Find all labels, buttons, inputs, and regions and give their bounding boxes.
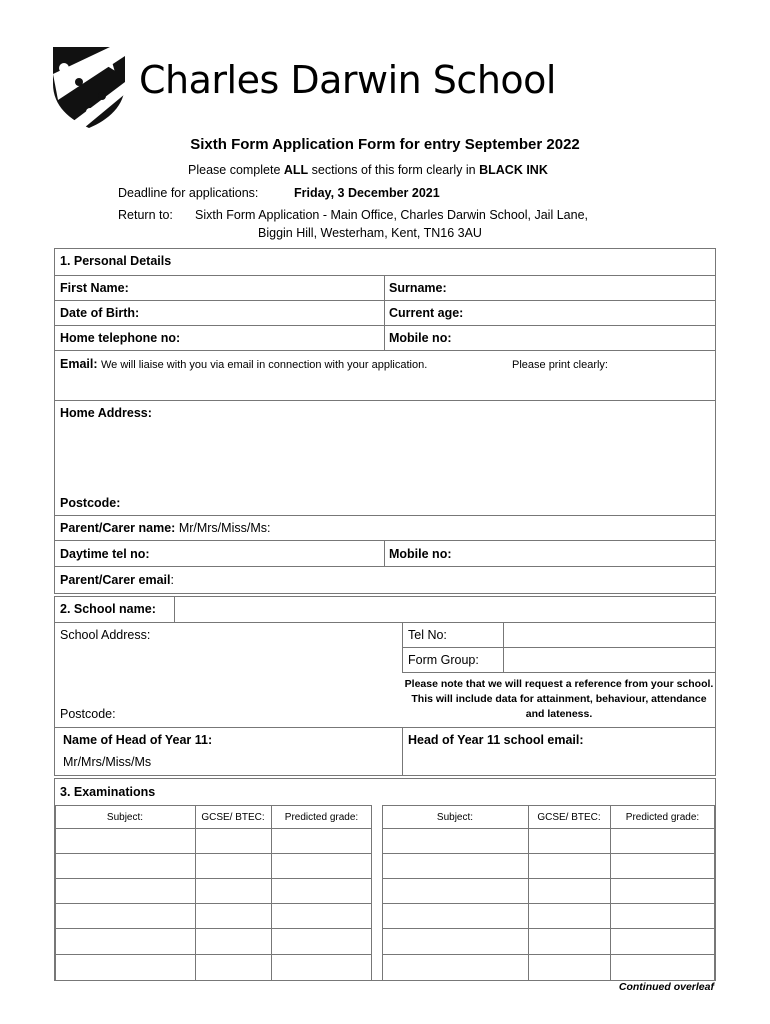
- school-address-field[interactable]: School Address:: [60, 628, 151, 642]
- form-group-input[interactable]: [504, 648, 715, 672]
- current-age-field[interactable]: Current age:: [389, 306, 464, 320]
- form-group-label: Form Group:: [408, 653, 479, 667]
- parent-email-field[interactable]: Parent/Carer email:: [60, 573, 174, 587]
- dob-field[interactable]: Date of Birth:: [60, 306, 140, 320]
- head-of-year-name-field[interactable]: Name of Head of Year 11:: [63, 733, 213, 747]
- return-address-line1: Sixth Form Application - Main Office, Charles Darwin School, Jail Lane,: [195, 208, 588, 222]
- section3-heading: 3. Examinations: [60, 785, 156, 799]
- section1-heading: 1. Personal Details: [60, 254, 172, 268]
- left-col-subject: Subject:: [106, 812, 144, 823]
- school-tel-input[interactable]: [504, 623, 715, 647]
- reference-note: Please note that we will request a reference from your school. This will include data for attainment, behaviour, attendance and lateness.: [404, 678, 714, 720]
- school-name: Charles Darwin School: [139, 58, 556, 102]
- school-name-label: 2. School name:: [60, 602, 156, 616]
- form-title: Sixth Form Application Form for entry September 2022: [190, 136, 580, 153]
- left-col-type: GCSE/ BTEC:: [201, 812, 265, 823]
- instructions: Please complete ALL sections of this form clearly in BLACK INK: [188, 163, 548, 177]
- mobile-field[interactable]: Mobile no:: [389, 331, 452, 345]
- return-address-line2: Biggin Hill, Westerham, Kent, TN16 3AU: [258, 226, 482, 240]
- school-name-input[interactable]: [175, 597, 715, 621]
- first-name-field[interactable]: First Name:: [60, 281, 129, 295]
- left-col-grade: Predicted grade:: [284, 812, 359, 823]
- home-address-field[interactable]: Home Address:: [60, 406, 152, 420]
- school-tel-label: Tel No:: [408, 628, 447, 642]
- right-col-type: GCSE/ BTEC:: [537, 812, 601, 823]
- email-print-note: Please print clearly:: [512, 359, 608, 371]
- deadline-value: Friday, 3 December 2021: [294, 186, 440, 200]
- school-crest-logo: [50, 44, 128, 130]
- daytime-tel-field[interactable]: Daytime tel no:: [60, 547, 150, 561]
- postcode-field[interactable]: Postcode:: [60, 496, 121, 510]
- surname-field[interactable]: Surname:: [389, 281, 447, 295]
- continued-overleaf: Continued overleaf: [618, 981, 714, 993]
- email-field[interactable]: Email: We will liaise with you via email in connection with your application.: [60, 357, 428, 371]
- right-col-grade: Predicted grade:: [625, 812, 700, 823]
- school-postcode-field[interactable]: Postcode:: [60, 707, 116, 721]
- deadline-label: Deadline for applications:: [118, 186, 259, 200]
- right-col-subject: Subject:: [436, 812, 474, 823]
- head-of-year-titles: Mr/Mrs/Miss/Ms: [63, 755, 152, 769]
- head-of-year-email-field[interactable]: Head of Year 11 school email:: [408, 733, 584, 747]
- parent-name-field[interactable]: Parent/Carer name: Mr/Mrs/Miss/Ms:: [60, 521, 271, 535]
- parent-mobile-field[interactable]: Mobile no:: [389, 547, 452, 561]
- home-telephone-field[interactable]: Home telephone no:: [60, 331, 181, 345]
- return-label: Return to:: [118, 208, 173, 222]
